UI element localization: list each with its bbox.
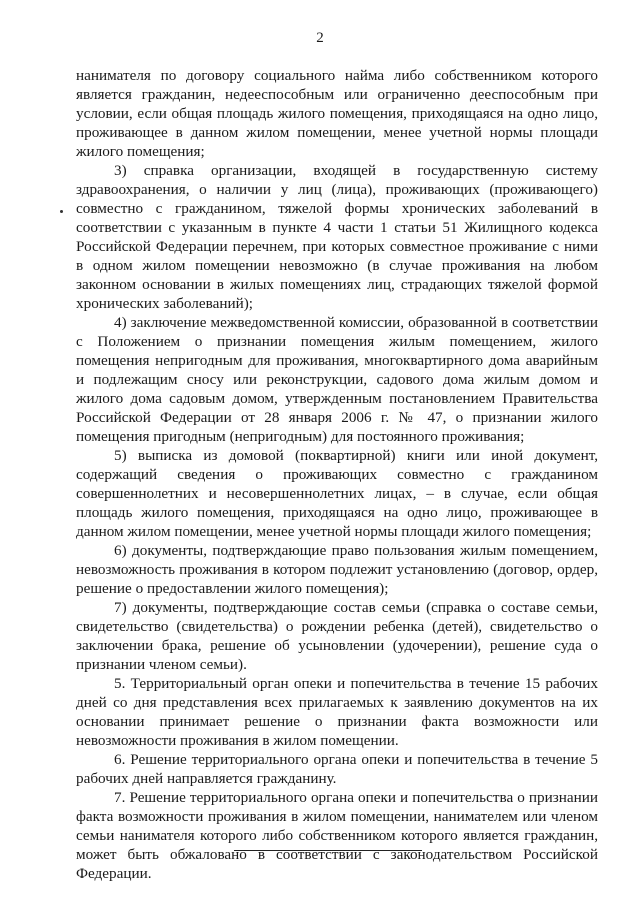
- paragraph-item-3: 3) справка организации, входящей в государственную систему здравоохранения, о наличии у лиц (лица), проживающих (проживающего) совместно с гражданином, тяжелой формы хронических заболеваний в соответствии с указанным в пункте 4 части 1 статьи 51 Жилищного кодекса Российской Федерации перечнем, при которых совместное проживание с ними в одном жилом помещении невозможно (в случае проживания на любом законном основании в жилых помещениях лиц, страдающих тяжелой формой хронических заболеваний);: [76, 162, 598, 312]
- paragraph-section-5: 5. Территориальный орган опеки и попечительства в течение 15 рабочих дней со дня представления всех прилагаемых к заявлению документов на их основании принимает решение о признании факта возможности или невозможности проживания в жилом помещении.: [76, 675, 598, 749]
- closing-rule: [234, 850, 422, 851]
- paragraph-section-7: 7. Решение территориального органа опеки и попечительства о признании факта возможности проживания в жилом помещении, нанимателем или членом семьи нанимателя которого либо собственником которого является гражданин, может быть обжаловано в соответствии с законодательством Российской Федерации.: [76, 789, 598, 882]
- page-number: 2: [316, 30, 324, 46]
- document-body: [76, 66, 598, 883]
- paragraph-continuation: нанимателя по договору социального найма либо собственником которого является гражданин, недееспособным или ограниченно дееспособным при условии, если общая площадь жилого помещения, приходящаяся на одно лицо, проживающее в данном жилом помещении, менее учетной нормы площади жилого помещения;: [76, 67, 598, 160]
- paragraph-item-6: 6) документы, подтверждающие право пользования жилым помещением, невозможность проживания в котором подлежит установлению (договор, ордер, решение о предоставлении жилого помещения);: [76, 542, 598, 597]
- paragraph-item-7: 7) документы, подтверждающие состав семьи (справка о составе семьи, свидетельство (свидетельства) о рождении ребенка (детей), свидетельство о заключении брака, решение об усыновлении (удочерении), решение суда о признании членом семьи).: [76, 599, 598, 673]
- paragraph-item-4: 4) заключение межведомственной комиссии, образованной в соответствии с Положением о признании помещения жилым помещением, жилого помещения непригодным для проживания, многоквартирного дома аварийным и подлежащим сносу или реконструкции, садового дома жилым домом и жилого дома садовым домом, утвержденным постановлением Правительства Российской Федерации от 28 января 2006 г. № 47, о признании жилого помещения пригодным (непригодным) для постоянного проживания;: [76, 314, 598, 445]
- paragraph-item-5: 5) выписка из домовой (поквартирной) книги или иной документ, содержащий сведения о проживающих совместно с гражданином совершеннолетних и несовершеннолетних лицах, – в случае, если общая площадь жилого помещения, приходящаяся на одно лицо, проживающее в данном жилом помещении, менее учетной нормы площади жилого помещения;: [76, 447, 598, 540]
- scan-mark: [60, 210, 63, 213]
- paragraph-section-6: 6. Решение территориального органа опеки и попечительства в течение 5 рабочих дней направляется гражданину.: [76, 751, 598, 787]
